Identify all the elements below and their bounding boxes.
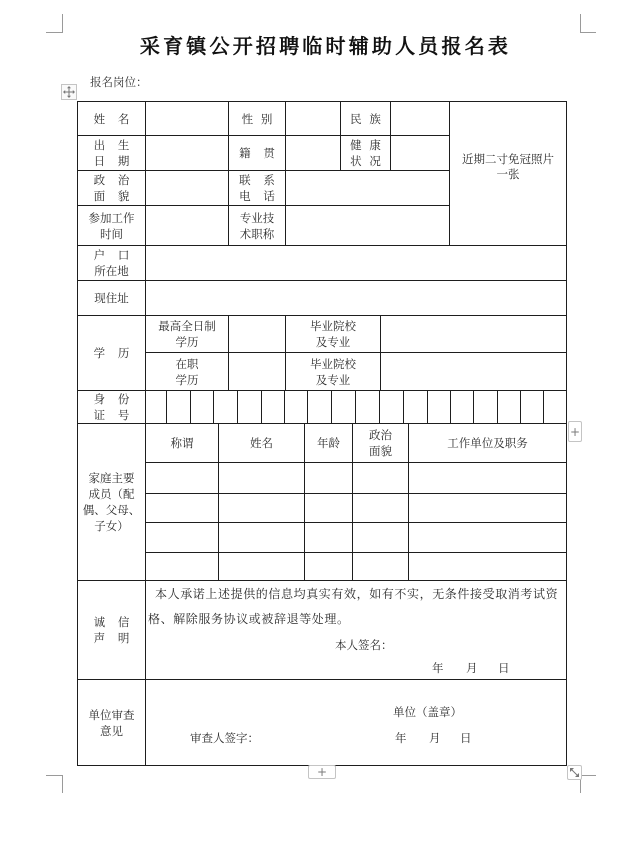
hukou-label-line: 所在地 (94, 264, 129, 278)
political-status-label (78, 171, 146, 206)
id-number-digit-cell[interactable] (332, 391, 356, 424)
fulltime-school-label (286, 316, 381, 353)
crop-mark-top-left (46, 32, 63, 33)
id-number-digit-cell[interactable] (380, 391, 404, 424)
photo-cell[interactable] (450, 102, 567, 246)
gender-value-cell[interactable] (286, 102, 341, 136)
family-relation-cell[interactable] (146, 494, 219, 523)
review-label-line: 单位审查 (88, 707, 135, 722)
contact-label-line: 联 系 (239, 173, 275, 187)
id-number-digit-cell[interactable] (167, 391, 191, 424)
name-label-text: 姓 名 (93, 111, 130, 126)
ethnicity-label-text: 民 族 (350, 111, 381, 126)
onjob-education-value-cell[interactable] (229, 353, 286, 391)
name-value-cell[interactable] (146, 102, 229, 136)
contact-label (229, 171, 286, 206)
plus-icon: + (569, 424, 581, 439)
declaration-date-day: 日 (498, 661, 510, 675)
review-date-year: 年 (395, 731, 407, 745)
crop-mark-top-right (580, 14, 581, 32)
id-number-digit-cell[interactable] (428, 391, 451, 424)
photo-note-line: 一张 (496, 166, 520, 181)
review-content-cell[interactable] (146, 680, 567, 766)
health-label (341, 136, 391, 171)
crop-mark-bottom-left (46, 775, 63, 776)
family-relation-cell[interactable] (146, 523, 219, 553)
family-age-cell[interactable] (305, 523, 353, 553)
family-column-political-status-line: 政治 (369, 428, 392, 442)
id-number-digit-cell[interactable] (308, 391, 332, 424)
contact-value-cell[interactable] (286, 171, 450, 206)
hukou-value-cell[interactable] (146, 246, 567, 281)
family-column-age (305, 424, 353, 463)
family-column-name (219, 424, 305, 463)
declaration-label (78, 581, 146, 680)
native-place-label-text: 籍 贯 (239, 146, 275, 160)
family-name-cell[interactable] (219, 463, 305, 494)
id-number-digit-cell[interactable] (262, 391, 285, 424)
id-number-digit-cell[interactable] (214, 391, 238, 424)
id-number-digit-cell[interactable] (404, 391, 428, 424)
declaration-content-cell[interactable] (146, 581, 567, 680)
family-age-cell[interactable] (305, 553, 353, 581)
gender-label-text: 性 别 (241, 111, 273, 126)
family-name-cell[interactable] (219, 494, 305, 523)
fulltime-school-label-line: 毕业院校 (310, 319, 356, 333)
family-members-label-line: 偶、父母、 (82, 503, 141, 517)
family-members-label-line: 子女） (94, 519, 129, 533)
professional-title-label-line: 专业技 (239, 210, 275, 225)
id-number-digit-cell[interactable] (498, 391, 521, 424)
family-employer-cell[interactable] (409, 463, 567, 494)
review-label-line: 意见 (100, 723, 123, 738)
declaration-label-line: 声 明 (93, 631, 130, 645)
fulltime-education-label (146, 316, 229, 353)
birth-date-label-line: 出 生 (93, 138, 130, 152)
crop-mark-bottom-right (580, 775, 596, 776)
family-column-relation-text: 称谓 (170, 436, 194, 450)
family-age-cell[interactable] (305, 494, 353, 523)
birth-date-label-line: 日 期 (93, 154, 130, 168)
family-employer-cell[interactable] (409, 553, 567, 581)
onjob-school-label (286, 353, 381, 391)
health-value-cell[interactable] (391, 136, 450, 171)
birth-date-label (78, 136, 146, 171)
crop-mark-top-left (62, 14, 63, 32)
native-place-label (229, 136, 286, 171)
onjob-school-label-line: 毕业院校 (310, 356, 356, 371)
family-age-cell[interactable] (305, 463, 353, 494)
onjob-education-label-line: 在职 (175, 356, 199, 371)
political-status-label-line: 面 貌 (93, 189, 130, 203)
contact-label-line: 电 话 (239, 189, 275, 203)
plus-icon: + (316, 765, 328, 779)
family-name-cell[interactable] (219, 523, 305, 553)
family-column-political-status-line: 面貌 (369, 444, 392, 458)
id-number-digit-cell[interactable] (238, 391, 262, 424)
address-value-cell[interactable] (146, 281, 567, 316)
address-label (78, 281, 146, 316)
family-column-employer (409, 424, 567, 463)
professional-title-value-cell[interactable] (286, 206, 450, 246)
signature-label: 本人签名： (335, 638, 393, 652)
native-place-value-cell[interactable] (286, 136, 341, 171)
work-start-label-line: 参加工作 (88, 210, 135, 225)
work-start-value-cell[interactable] (146, 206, 229, 246)
add-row-button[interactable] (308, 765, 336, 779)
family-name-cell[interactable] (219, 553, 305, 581)
id-number-digit-cell[interactable] (356, 391, 380, 424)
registration-table (77, 101, 567, 766)
seal-label: 单位（盖章） (393, 705, 462, 719)
birth-date-value-cell[interactable] (146, 136, 229, 171)
family-employer-cell[interactable] (409, 494, 567, 523)
family-column-age-text: 年龄 (317, 436, 340, 450)
add-column-button[interactable] (568, 421, 582, 442)
family-political-status-cell[interactable] (353, 523, 409, 553)
family-members-label-line: 家庭主要 (88, 471, 135, 485)
resize-icon (569, 767, 580, 778)
education-label (78, 316, 146, 391)
declaration-date-month: 月 (466, 661, 478, 675)
declaration-label-line: 诚 信 (93, 615, 130, 629)
review-label (78, 680, 146, 766)
fulltime-school-label-line: 及专业 (315, 335, 351, 349)
id-number-digit-cell[interactable] (451, 391, 474, 424)
onjob-education-label-line: 学历 (175, 372, 199, 387)
political-status-value-cell[interactable] (146, 171, 229, 206)
education-label-text: 学 历 (93, 346, 130, 360)
family-column-employer-text: 工作单位及职务 (447, 436, 528, 450)
gender-label (229, 102, 286, 136)
id-number-digit-cell[interactable] (191, 391, 214, 424)
onjob-school-label-line: 及专业 (315, 372, 351, 387)
table-move-handle[interactable] (61, 84, 77, 100)
work-start-label (78, 206, 146, 246)
id-number-label-line: 证 号 (93, 408, 130, 422)
work-start-label-line: 时间 (100, 226, 123, 241)
family-employer-cell[interactable] (409, 523, 567, 553)
political-status-label-line: 政 治 (93, 173, 130, 187)
photo-note-line: 近期二寸免冠照片 (462, 151, 554, 166)
fulltime-school-value-cell[interactable] (381, 316, 567, 353)
health-label-line: 状 况 (350, 154, 381, 168)
id-number-digit-cell[interactable] (521, 391, 544, 424)
professional-title-label-line: 术职称 (239, 226, 275, 241)
address-label-text: 现住址 (94, 291, 129, 305)
hukou-label-line: 户 口 (93, 248, 130, 262)
health-label-line: 健 康 (350, 138, 381, 152)
move-icon (63, 86, 75, 98)
family-relation-cell[interactable] (146, 463, 219, 494)
id-number-digit-cell[interactable] (474, 391, 498, 424)
professional-title-label (229, 206, 286, 246)
fulltime-education-label-line: 最高全日制 (158, 319, 216, 333)
family-political-status-cell[interactable] (353, 463, 409, 494)
family-column-name-text: 姓名 (250, 436, 273, 450)
family-political-status-cell[interactable] (353, 553, 409, 581)
id-number-digit-cell[interactable] (285, 391, 308, 424)
ethnicity-label (341, 102, 391, 136)
declaration-text: 本人承诺上述提供的信息均真实有效，如有不实，无条件接受取消考试资格、解除服务协议或被辞退等处理。 (148, 587, 559, 626)
crop-mark-top-right (580, 32, 596, 33)
hukou-label (78, 246, 146, 281)
page-title: 采育镇公开招聘临时辅助人员报名表 (139, 34, 512, 58)
crop-mark-bottom-left (62, 775, 63, 793)
id-number-digit-cell[interactable] (146, 391, 167, 424)
family-column-political-status (353, 424, 409, 463)
id-number-label-line: 身 份 (93, 392, 130, 406)
family-members-label (78, 424, 146, 581)
fulltime-education-value-cell[interactable] (229, 316, 286, 353)
family-column-relation (146, 424, 219, 463)
declaration-date-year: 年 (432, 661, 444, 675)
family-political-status-cell[interactable] (353, 494, 409, 523)
position-label[interactable]: 报名岗位： (90, 75, 148, 89)
table-resize-handle[interactable] (567, 765, 582, 780)
fulltime-education-label-line: 学历 (175, 335, 199, 349)
review-date-month: 月 (429, 731, 441, 745)
family-members-label-line: 成员（配 (88, 487, 135, 501)
onjob-education-label (146, 353, 229, 391)
family-relation-cell[interactable] (146, 553, 219, 581)
name-label (78, 102, 146, 136)
id-number-label (78, 391, 146, 424)
reviewer-signature-label: 审查人签字： (190, 731, 259, 745)
review-date-day: 日 (460, 731, 472, 745)
ethnicity-value-cell[interactable] (391, 102, 450, 136)
onjob-school-value-cell[interactable] (381, 353, 567, 391)
id-number-digit-cell[interactable] (544, 391, 567, 424)
